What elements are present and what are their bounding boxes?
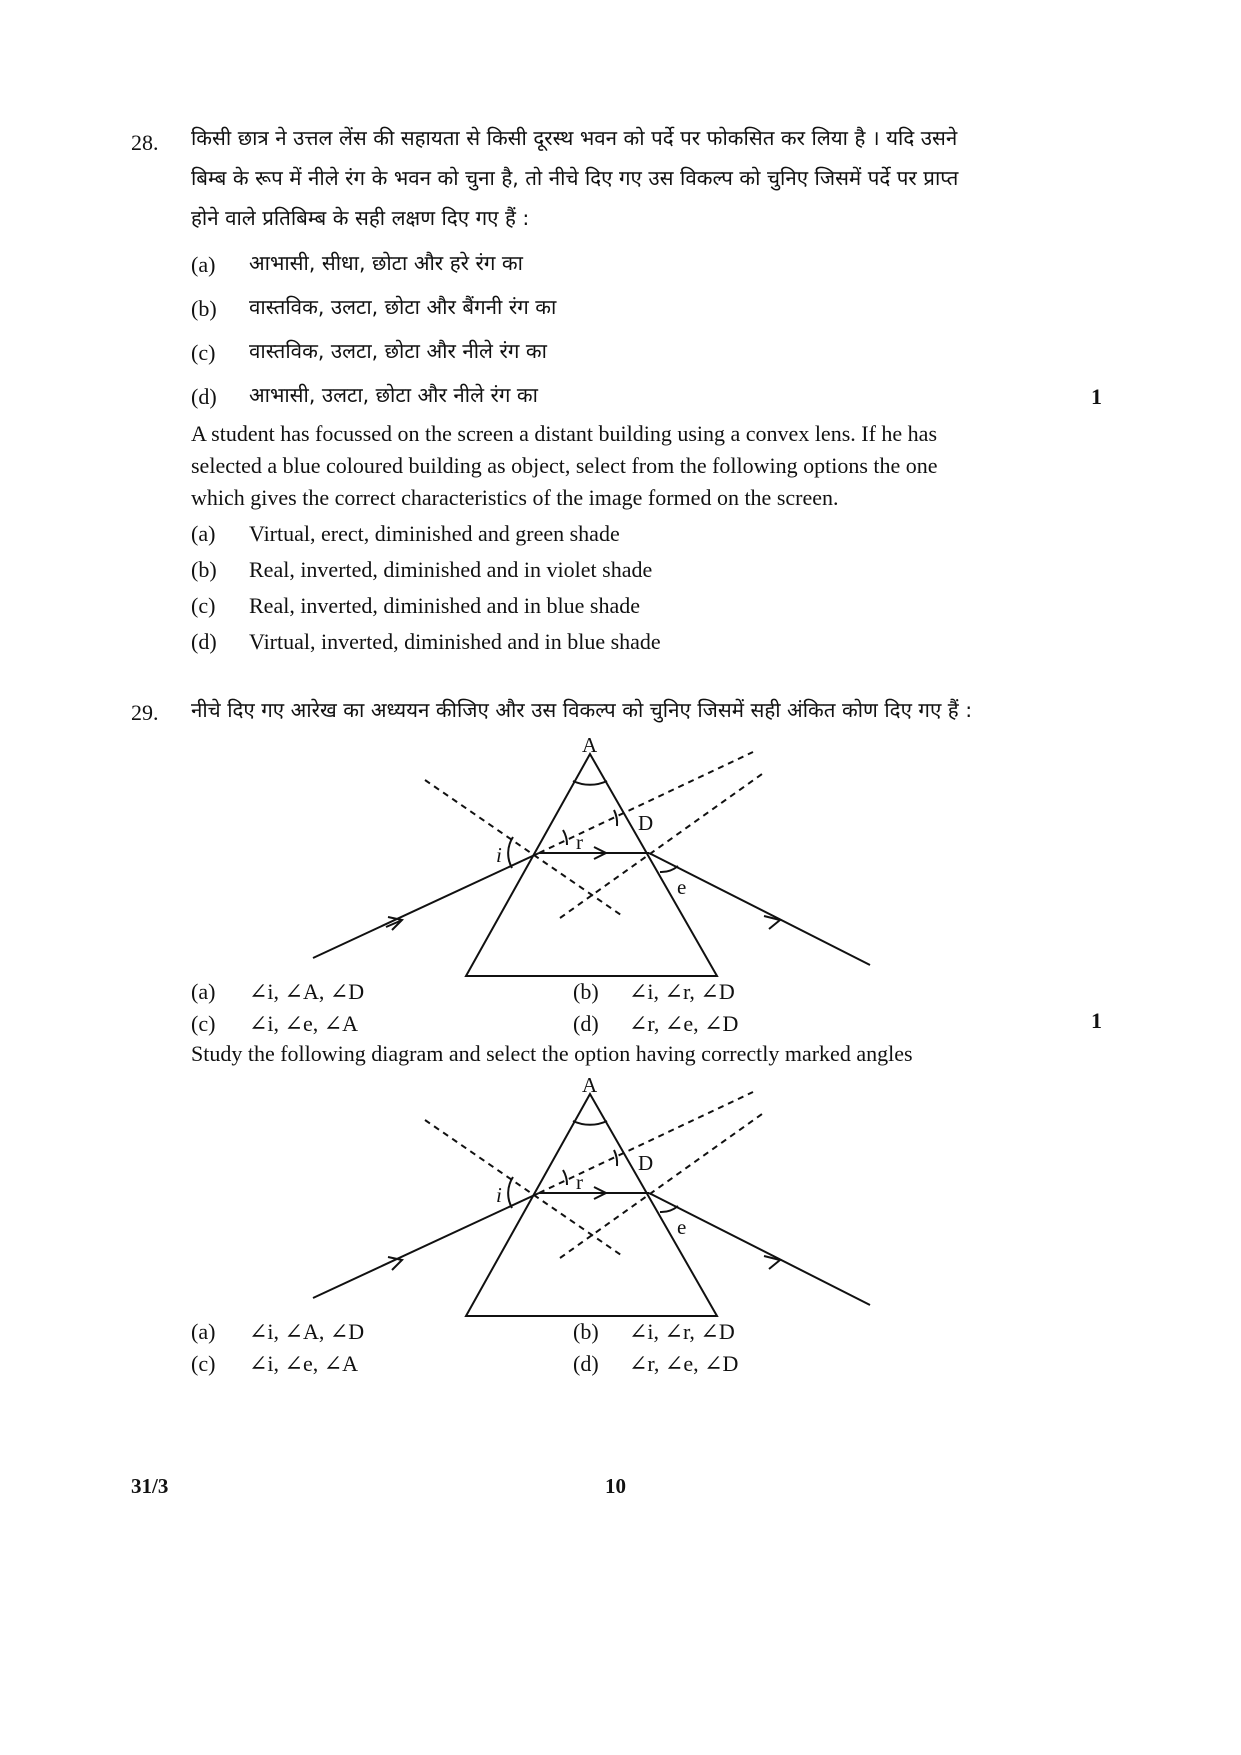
q29-english-option-c: ∠i, ∠e, ∠A <box>249 1351 359 1376</box>
question-29-number: 29. <box>131 700 159 725</box>
incident-ray-arrowhead <box>388 1257 402 1270</box>
label-deviation: D <box>638 1151 654 1175</box>
q28-english-line-2: selected a blue coloured building as object, select from the following options the one <box>191 453 938 478</box>
q29-hindi-option-b: ∠i, ∠r, ∠D <box>629 979 735 1004</box>
label-apex: A <box>582 733 598 757</box>
q29-english-option-a-label: (a) <box>191 1319 216 1344</box>
q29-english-option-d-label: (d) <box>573 1351 599 1376</box>
q29-hindi-option-a: ∠i, ∠A, ∠D <box>249 979 365 1004</box>
angle-i-arc <box>508 1177 513 1208</box>
q28-english-option-d: Virtual, inverted, diminished and in blue shade <box>249 629 661 654</box>
q28-hindi-line-3: होने वाले प्रतिबिम्ब के सही लक्षण दिए गए हैं : <box>191 206 530 230</box>
q29-english-option-b-label: (b) <box>573 1319 599 1344</box>
label-apex: A <box>582 1073 598 1097</box>
q28-english-option-c: Real, inverted, diminished and in blue shade <box>249 593 641 618</box>
q29-hindi-question: नीचे दिए गए आरेख का अध्ययन कीजिए और उस विकल्प को चुनिए जिसमें सही अंकित कोण दिए गए हैं : <box>191 698 973 722</box>
q29-english-option-b: ∠i, ∠r, ∠D <box>629 1319 735 1344</box>
angle-r-arc <box>563 1170 567 1185</box>
q28-hindi-option-b-label: (b) <box>191 296 217 321</box>
q29-english-option-a: ∠i, ∠A, ∠D <box>249 1319 365 1344</box>
angle-d-arc <box>614 1150 617 1166</box>
q29-marks: 1 <box>1091 1008 1102 1033</box>
q29-hindi-option-b-label: (b) <box>573 979 599 1004</box>
label-refraction: r <box>576 830 583 854</box>
q28-english-option-a-label: (a) <box>191 521 216 546</box>
label-deviation: D <box>638 811 654 835</box>
q28-hindi-line-1: किसी छात्र ने उत्तल लेंस की सहायता से किसी दूरस्थ भवन को पर्दे पर फोकसित कर लिया है । यदि उसने <box>191 126 958 150</box>
footer-paper-code: 31/3 <box>131 1474 169 1498</box>
label-incidence: i <box>496 1183 502 1207</box>
q28-english-option-b: Real, inverted, diminished and in violet shade <box>249 557 653 582</box>
q29-english-option-d: ∠r, ∠e, ∠D <box>629 1351 739 1376</box>
q28-hindi-option-d-label: (d) <box>191 384 217 409</box>
q28-english-option-c-label: (c) <box>191 593 216 618</box>
q28-hindi-option-c-label: (c) <box>191 340 216 365</box>
q28-hindi-option-c: वास्तविक, उलटा, छोटा और नीले रंग का <box>249 339 547 363</box>
angle-e-arc <box>660 1206 678 1212</box>
footer-page-number: 10 <box>605 1474 626 1498</box>
q28-hindi-option-d: आभासी, उलटा, छोटा और नीले रंग का <box>249 383 538 407</box>
angle-a-arc <box>573 1121 607 1125</box>
q28-english-option-a: Virtual, erect, diminished and green shade <box>249 521 620 546</box>
label-refraction: r <box>576 1170 583 1194</box>
q28-hindi-option-a: आभासी, सीधा, छोटा और हरे रंग का <box>249 251 523 275</box>
q28-english-line-1: A student has focussed on the screen a distant building using a convex lens. If he has <box>191 421 938 446</box>
q28-english-option-b-label: (b) <box>191 557 217 582</box>
label-incidence: i <box>496 843 502 867</box>
q28-english-option-d-label: (d) <box>191 629 217 654</box>
q28-english-line-3: which gives the correct characteristics of the image formed on the screen. <box>191 485 839 510</box>
q29-hindi-option-a-label: (a) <box>191 979 216 1004</box>
label-emergence: e <box>677 875 687 899</box>
q29-hindi-option-c: ∠i, ∠e, ∠A <box>249 1011 359 1036</box>
q28-hindi-line-2: बिम्ब के रूप में नीले रंग के भवन को चुना है, तो नीचे दिए गए उस विकल्प को चुनिए जिसमें पर्दे पर प्राप्त <box>191 166 959 190</box>
question-28-number: 28. <box>131 130 159 155</box>
emergent-ray <box>649 1193 870 1305</box>
q29-english-option-c-label: (c) <box>191 1351 216 1376</box>
q28-hindi-option-a-label: (a) <box>191 252 216 277</box>
q29-english-question: Study the following diagram and select the option having correctly marked angles <box>191 1041 913 1066</box>
q28-hindi-option-b: वास्तविक, उलटा, छोटा और बैंगनी रंग का <box>249 295 557 319</box>
label-emergence: e <box>677 1215 687 1239</box>
q28-marks: 1 <box>1091 384 1102 409</box>
q29-hindi-option-d-label: (d) <box>573 1011 599 1036</box>
q29-hindi-option-c-label: (c) <box>191 1011 216 1036</box>
q29-hindi-option-d: ∠r, ∠e, ∠D <box>629 1011 739 1036</box>
normal-left-dashed <box>425 1120 621 1255</box>
